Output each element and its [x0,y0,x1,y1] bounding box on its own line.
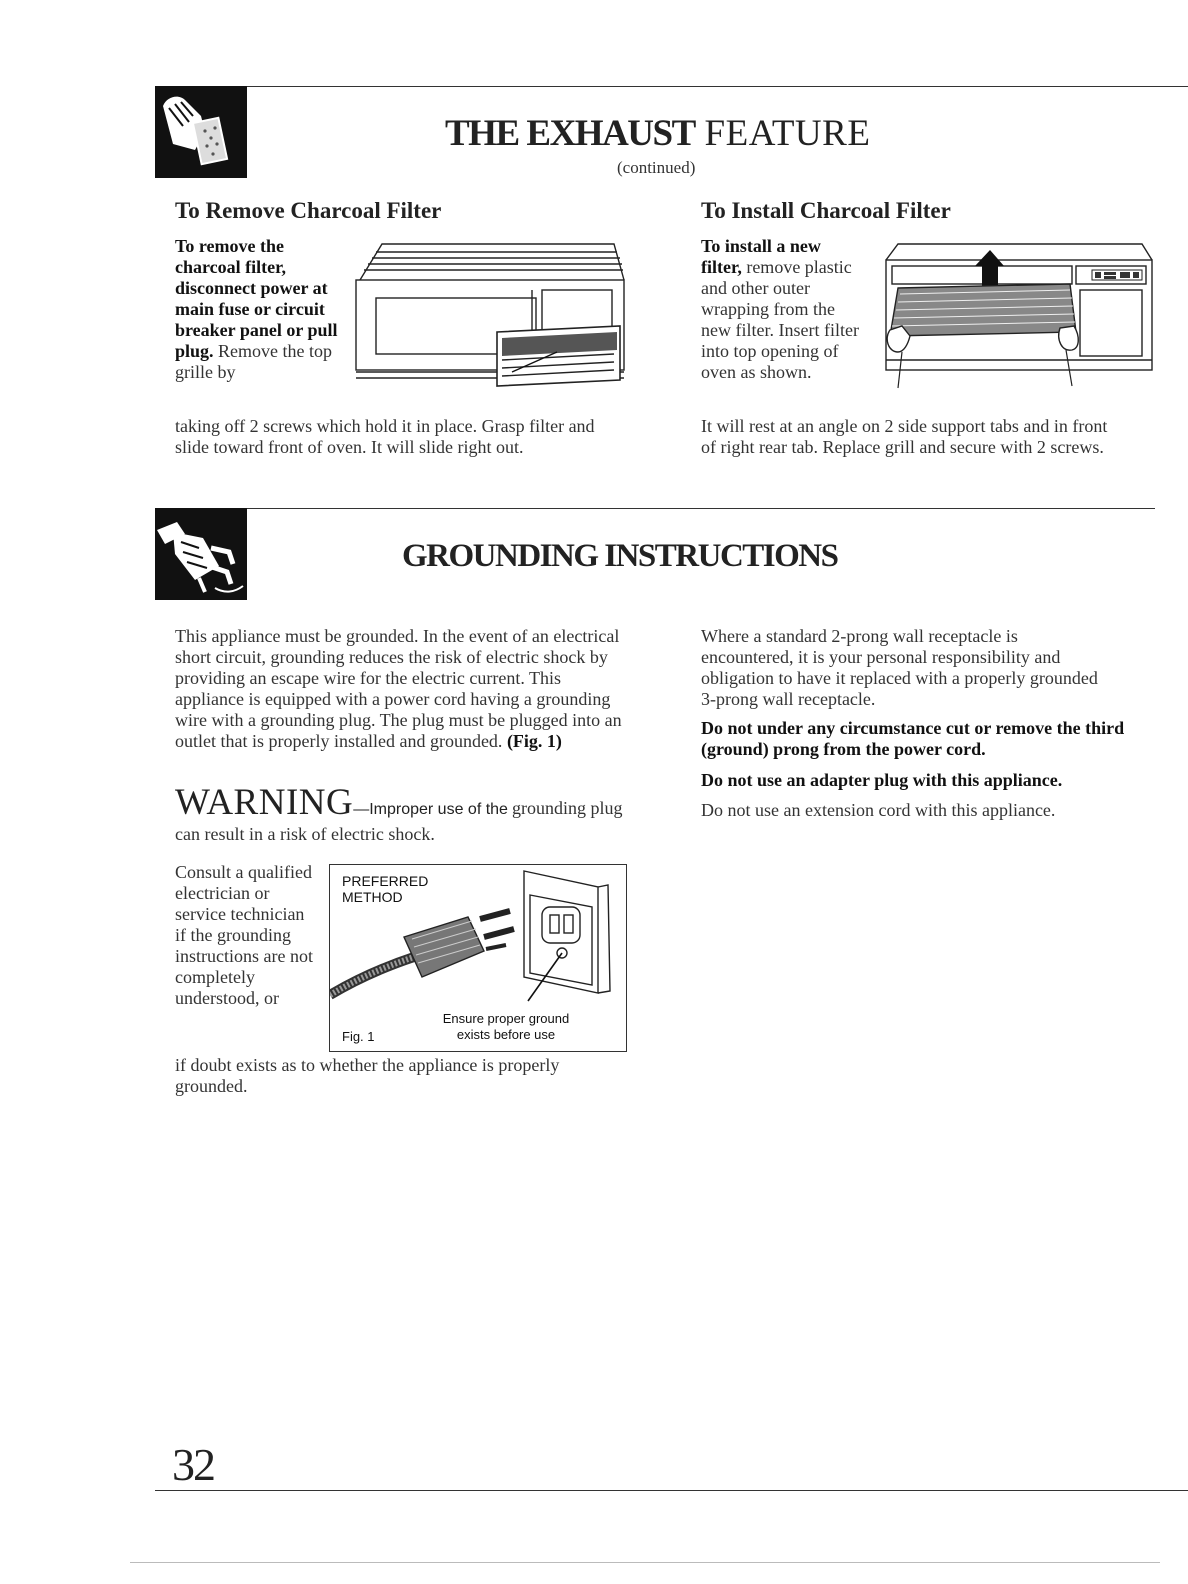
install-filter-text-top [701,236,861,383]
grounding-figure [329,864,627,1052]
warning-word: WARNING [175,782,354,823]
warning-block [175,782,645,849]
exhaust-subtitle: (continued) [617,158,696,177]
grounding-rule [155,508,1155,509]
filter-hand-icon [155,86,247,178]
grounding-intro-text: This appliance must be grounded. In the event of an electrical short circuit, grounding reduces the risk of electric shock by providing an escape wire for the electric current. This appliance is equipped with a power cord having a grounding wire with a grounding plug. The plug must be plugged into an outlet that is properly installed and grounded. [175,626,622,751]
remove-filter-text-top [175,236,345,383]
exhaust-title [445,112,870,155]
remove-filter-illustration [352,240,627,400]
install-filter-illustration [880,240,1158,400]
top-rule [155,86,1188,87]
fig-reference: (Fig. 1) [506,731,562,751]
page-number: 32 [172,1439,214,1490]
grounding-intro-paragraph [175,626,630,752]
consult-text-a: Consult a qualified electrician or service technician if the grounding instructions are not completely understood, or [175,862,313,1008]
install-filter-heading: To Install Charcoal Filter [701,198,951,223]
figure-caption: Ensure proper ground exists before use [442,1011,570,1042]
extension-cord-warning: Do not use an extension cord with this appliance. [701,800,1056,820]
consult-text-b: if doubt exists as to whether the appliance is properly grounded. [175,1055,560,1096]
grounding-title: GROUNDING INSTRUCTIONS [402,538,838,574]
remove-filter-heading: To Remove Charcoal Filter [175,198,442,223]
install-filter-intro: To install a new filter, [701,236,821,277]
exhaust-title-bold: THE EXHAUST [445,113,695,154]
install-filter-text-bottom: It will rest at an angle on 2 side support tabs and in front of right rear tab. Replace grill and secure with 2 screws. [701,416,1108,457]
receptacle-paragraph: Where a standard 2-prong wall receptacle is encountered, it is your personal responsibility and obligation to have it replaced with a properly grounded 3-prong wall receptacle. [701,626,1098,709]
remove-filter-text-a: Remove the top grille by [175,341,333,382]
ground-prong-warning: Do not under any circumstance cut or remove the third (ground) prong from the power cord. [701,718,1125,759]
figure-number: Fig. 1 [342,1029,375,1044]
install-filter-text-a: remove plastic and other outer wrapping from the new filter. Insert filter into top opening of oven as shown. [701,257,859,382]
remove-filter-warning: To remove the charcoal filter, disconnect power at main fuse or circuit breaker panel or pull plug. [175,236,338,361]
remove-filter-text-bottom: taking off 2 screws which hold it in place. Grasp filter and slide toward front of oven. It will slide right out. [175,416,595,457]
plug-icon [155,508,247,600]
footer-rule [155,1490,1188,1491]
warning-tail: grounding plug can result in a risk of electric shock. [175,798,623,844]
exhaust-title-regular: FEATURE [704,113,871,154]
bottom-rule [130,1562,1160,1563]
figure-label: PREFERRED METHOD [342,873,429,905]
adapter-plug-warning: Do not use an adapter plug with this appliance. [701,770,1063,790]
warning-lead: —Improper use of the [353,801,508,818]
